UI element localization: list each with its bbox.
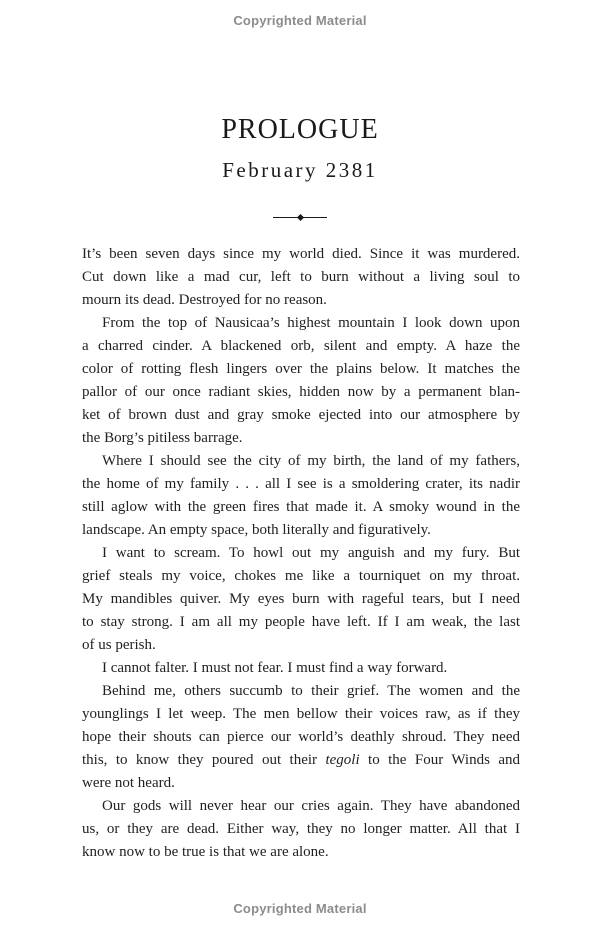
paragraph <box>82 657 520 680</box>
text-line: Cut down like a mad cur, left to burn without a living soul to <box>82 269 520 285</box>
diamond-icon <box>296 214 303 221</box>
text-line: were not heard. <box>82 775 175 791</box>
text-line: of us perish. <box>82 637 156 653</box>
section-divider <box>273 213 327 222</box>
text-line: Where I should see the city of my birth, the land of my fathers, <box>102 453 520 469</box>
text-line: hope their shouts can pierce our world’s deathly shroud. They need <box>82 729 520 745</box>
paragraph <box>82 542 520 657</box>
text-line: Behind me, others succumb to their grief. The women and the <box>102 683 520 699</box>
text-line: grief steals my voice, chokes me like a tourniquet on my throat. <box>82 568 520 584</box>
text-line: landscape. An empty space, both literally and figuratively. <box>82 522 431 538</box>
text-line: the Borg’s pitiless barrage. <box>82 430 243 446</box>
text-line: Our gods will never hear our cries again. They have abandoned <box>102 798 520 814</box>
text-line: I cannot falter. I must not fear. I must find a way forward. <box>102 660 448 676</box>
text-line: this, to know they poured out their tegoli to the Four Winds and <box>82 752 520 768</box>
text-line: us, or they are dead. Either way, they no longer matter. All that I <box>82 821 520 837</box>
paragraph <box>82 680 520 795</box>
text-line: I want to scream. To howl out my anguish and my fury. But <box>102 545 520 561</box>
paragraph <box>82 450 520 542</box>
chapter-title: PROLOGUE <box>221 114 379 145</box>
chapter-date: February 2381 <box>222 158 378 182</box>
paragraph <box>82 795 520 864</box>
text-line: My mandibles quiver. My eyes burn with rageful tears, but I need <box>82 591 520 607</box>
copyright-notice-bottom: Copyrighted Material <box>233 901 367 916</box>
text-line: still aglow with the green fires that made it. A smoky wound in the <box>82 499 520 515</box>
paragraph <box>82 312 520 450</box>
text-line: color of rotting flesh lingers over the plains below. It matches the <box>82 361 520 377</box>
paragraph <box>82 243 520 312</box>
text-line: know now to be true is that we are alone. <box>82 844 329 860</box>
text-line: mourn its dead. Destroyed for no reason. <box>82 292 327 308</box>
text-line: the home of my family . . . all I see is a smoldering crater, its nadir <box>82 476 520 492</box>
copyright-notice-top: Copyrighted Material <box>233 13 367 28</box>
text-line: From the top of Nausicaa’s highest mountain I look down upon <box>102 315 520 331</box>
text-line: younglings I let weep. The men bellow their voices raw, as if they <box>82 706 520 722</box>
body-text <box>82 243 520 864</box>
text-line: ket of brown dust and gray smoke ejected into our atmosphere by <box>82 407 520 423</box>
text-line: a charred cinder. A blackened orb, silent and empty. A haze the <box>82 338 520 354</box>
text-line: It’s been seven days since my world died. Since it was murdered. <box>82 246 520 262</box>
text-line: to stay strong. I am all my people have left. If I am weak, the last <box>82 614 520 630</box>
text-line: pallor of our once radiant skies, hidden now by a permanent blan- <box>82 384 520 400</box>
